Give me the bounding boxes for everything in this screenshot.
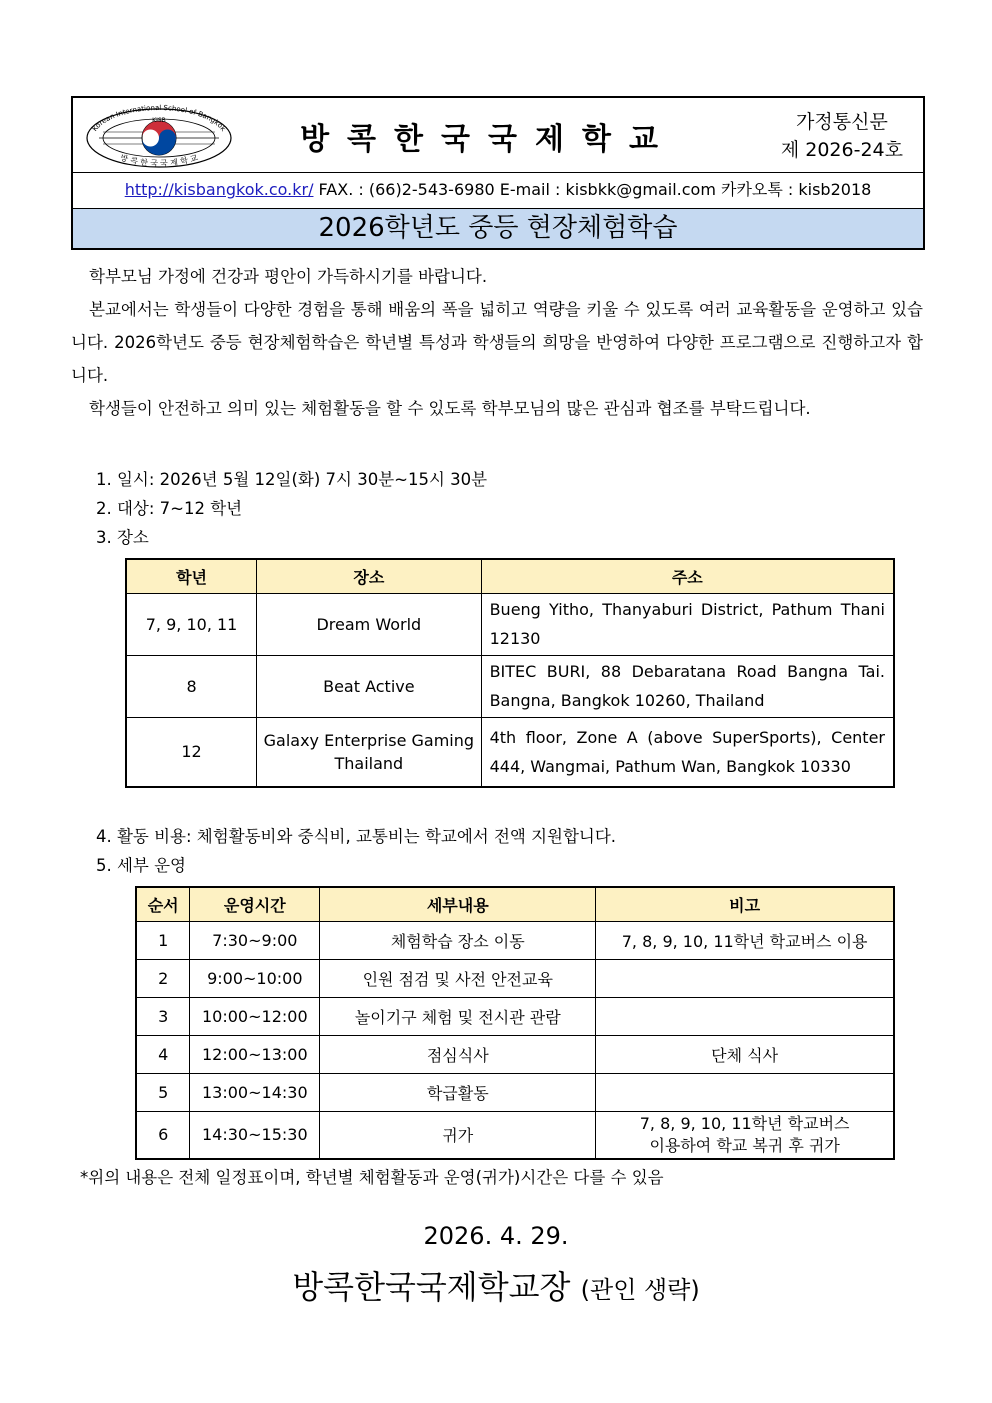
list-item-target: 2. 대상: 7~12 학년	[96, 499, 243, 518]
issue-info	[781, 108, 903, 164]
note-cell	[596, 997, 894, 1035]
time-cell: 14:30~15:30	[190, 1111, 320, 1159]
schedule-table	[135, 886, 895, 1160]
note-cell	[596, 959, 894, 997]
table-row	[126, 717, 894, 787]
list-item-place: 3. 장소	[96, 528, 149, 547]
header-cell: 세부내용	[320, 887, 596, 921]
address-cell: 4th floor, Zone A (above SuperSports), Center 444, Wangmai, Pathum Wan, Bangkok 10330	[481, 717, 894, 787]
content-cell: 체험학습 장소 이동	[320, 921, 596, 959]
content-cell: 점심식사	[320, 1035, 596, 1073]
table-row	[136, 1073, 894, 1111]
header-cell: 운영시간	[190, 887, 320, 921]
contact-line	[73, 172, 923, 209]
note-cell: 7, 8, 9, 10, 11학년 학교버스 이용	[596, 921, 894, 959]
signature-line	[0, 1262, 992, 1308]
letter-header	[71, 96, 925, 250]
school-logo	[79, 102, 239, 168]
issue-type: 가정통신문	[796, 111, 888, 133]
place-cell: Dream World	[257, 593, 481, 655]
content-cell: 학급활동	[320, 1073, 596, 1111]
svg-text:Korean International School of: Korean International School of Bangkok	[90, 103, 228, 133]
header-cell: 학년	[126, 559, 257, 593]
content-cell: 인원 점검 및 사전 안전교육	[320, 959, 596, 997]
note-cell: 7, 8, 9, 10, 11학년 학교버스 이용하여 학교 복귀 후 귀가	[596, 1111, 894, 1159]
place-cell: Galaxy Enterprise Gaming Thailand	[257, 717, 481, 787]
note-cell: 단체 식사	[596, 1035, 894, 1073]
order-cell: 2	[136, 959, 190, 997]
table-row	[136, 997, 894, 1035]
header-top-row	[73, 98, 923, 173]
website-link[interactable]: http://kisbangkok.co.kr/	[124, 180, 314, 199]
intro-paragraph-1: 학부모님 가정에 건강과 평안이 가득하시기를 바랍니다.	[89, 267, 488, 286]
place-table-header	[126, 559, 894, 593]
seal-note: (관인 생략)	[580, 1276, 700, 1304]
svg-text:KISB: KISB	[152, 117, 166, 124]
list-item-date: 1. 일시: 2026년 5월 12일(화) 7시 30분~15시 30분	[96, 470, 488, 489]
footnote: *위의 내용은 전체 일정표이며, 학년별 체험활동과 운영(귀가)시간은 다를 수 있음	[80, 1168, 664, 1187]
time-cell: 9:00~10:00	[190, 959, 320, 997]
time-cell: 13:00~14:30	[190, 1073, 320, 1111]
note-cell	[596, 1073, 894, 1111]
grade-cell: 8	[126, 655, 257, 717]
list-item-cost: 4. 활동 비용: 체험활동비와 중식비, 교통비는 학교에서 전액 지원합니다.	[96, 827, 617, 846]
intro-paragraph-3: 학생들이 안전하고 의미 있는 체험활동을 할 수 있도록 학부모님의 많은 관심과 협조를 부탁드립니다.	[89, 399, 811, 418]
table-row	[136, 959, 894, 997]
order-cell: 5	[136, 1073, 190, 1111]
place-table	[125, 558, 895, 788]
school-name: 방콕한국국제학교	[300, 122, 676, 157]
svg-text:방 콕 한 국 국 제 학 교: 방 콕 한 국 국 제 학 교	[119, 153, 199, 168]
table-row	[136, 1035, 894, 1073]
header-cell: 장소	[257, 559, 481, 593]
order-cell: 1	[136, 921, 190, 959]
grade-cell: 12	[126, 717, 257, 787]
time-cell: 10:00~12:00	[190, 997, 320, 1035]
content-cell: 놀이기구 체험 및 전시관 관람	[320, 997, 596, 1035]
address-cell: Bueng Yitho, Thanyaburi District, Pathum Thani 12130	[481, 593, 894, 655]
header-cell: 순서	[136, 887, 190, 921]
schedule-table-header	[136, 887, 894, 921]
issue-number: 제 2026-24호	[780, 139, 903, 161]
header-cell: 비고	[596, 887, 894, 921]
grade-cell: 7, 9, 10, 11	[126, 593, 257, 655]
time-cell: 12:00~13:00	[190, 1035, 320, 1073]
intro-paragraph-2: 본교에서는 학생들이 다양한 경험을 통해 배움의 폭을 넓히고 역량을 키울 수 있도록 여러 교육활동을 운영하고 있습니다. 2026학년도 중등 현장체험학습은 학년별 특성과 학생들의 희망을 반영하여 다양한 프로그램으로 진행하고자 합니다.	[71, 300, 923, 385]
principal-signature: 방콕한국국제학교장	[292, 1268, 571, 1306]
place-cell: Beat Active	[257, 655, 481, 717]
list-item-schedule: 5. 세부 운영	[96, 856, 186, 875]
content-cell: 귀가	[320, 1111, 596, 1159]
table-row	[126, 593, 894, 655]
header-cell: 주소	[481, 559, 894, 593]
table-row	[126, 655, 894, 717]
contact-details: FAX. : (66)2-543-6980 E-mail : kisbkk@gmail.com 카카오톡 : kisb2018	[313, 180, 872, 199]
address-cell: BITEC BURI, 88 Debaratana Road Bangna Tai. Bangna, Bangkok 10260, Thailand	[481, 655, 894, 717]
order-cell: 4	[136, 1035, 190, 1073]
table-row	[136, 1111, 894, 1159]
document-title: 2026학년도 중등 현장체험학습	[73, 209, 923, 248]
order-cell: 6	[136, 1111, 190, 1159]
time-cell: 7:30~9:00	[190, 921, 320, 959]
order-cell: 3	[136, 997, 190, 1035]
issue-date: 2026. 4. 29.	[423, 1222, 569, 1250]
table-row	[136, 921, 894, 959]
